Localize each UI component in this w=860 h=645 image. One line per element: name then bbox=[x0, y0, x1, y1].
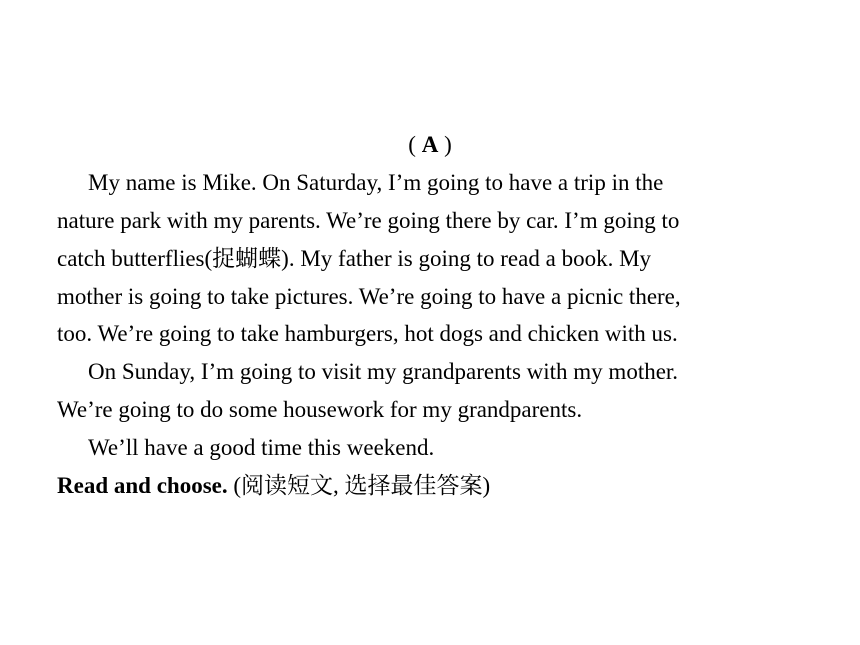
title-letter: A bbox=[421, 132, 439, 157]
section-title bbox=[0, 131, 860, 159]
passage-line-2: nature park with my parents. We’re going there by car. I’m going to bbox=[57, 208, 680, 233]
passage-line-8: We’ll have a good time this weekend. bbox=[88, 435, 435, 460]
passage-line-1: My name is Mike. On Saturday, I’m going to have a trip in the bbox=[88, 170, 664, 195]
title-close-paren: ) bbox=[438, 132, 452, 157]
instruction bbox=[57, 472, 490, 500]
instruction-label: Read and choose. bbox=[57, 473, 228, 498]
passage-line-5: too. We’re going to take hamburgers, hot dogs and chicken with us. bbox=[57, 321, 678, 346]
passage-line-7: We’re going to do some housework for my grandparents. bbox=[57, 397, 583, 422]
passage-line-6: On Sunday, I’m going to visit my grandparents with my mother. bbox=[88, 359, 679, 384]
passage-line-4: mother is going to take pictures. We’re going to have a picnic there, bbox=[57, 284, 681, 309]
instruction-note: (阅读短文, 选择最佳答案) bbox=[227, 473, 491, 498]
passage-line-3: catch butterflies(捉蝴蝶). My father is going to read a book. My bbox=[57, 246, 652, 271]
title-open-paren: ( bbox=[408, 132, 422, 157]
